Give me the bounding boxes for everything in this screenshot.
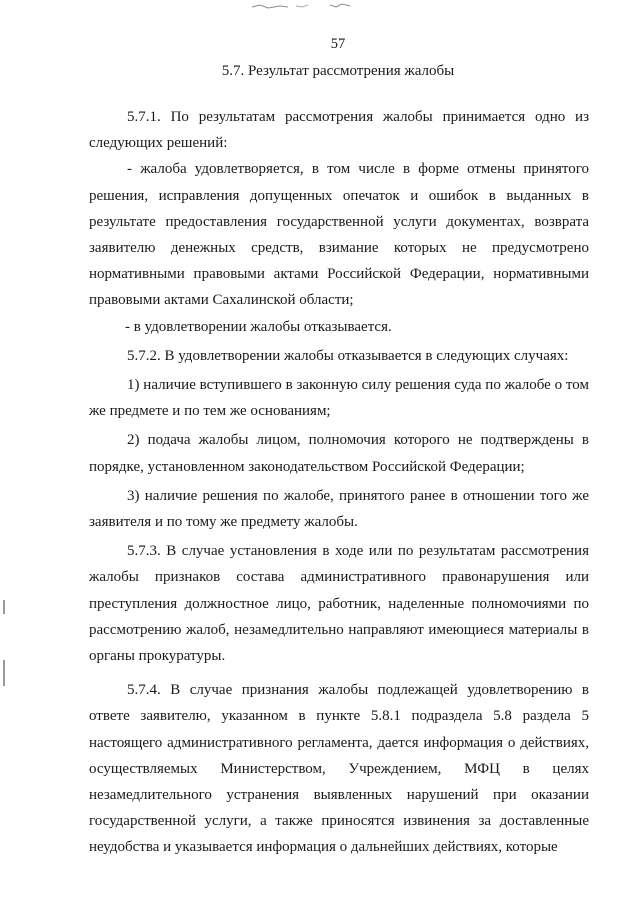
paragraph-5-7-1: 5.7.1. По результатам рассмотрения жалобы принимается одно из следующих решений: <box>89 109 589 152</box>
scan-margin-mark <box>3 660 5 686</box>
scan-margin-mark <box>3 600 5 614</box>
list-item-unconfirmed-authority: 2) подача жалобы лицом, полномочия которого не подтверждены в порядке, установленном законодательством Российской Федерации; <box>89 432 589 475</box>
list-item-prior-decision: 3) наличие решения по жалобе, принятого ранее в отношении того же заявителя и по тому же предмету жалобы. <box>89 487 589 531</box>
scan-artifact <box>250 2 360 10</box>
page-number: 57 <box>330 36 346 52</box>
section-title: 5.7. Результат рассмотрения жалобы <box>221 63 455 79</box>
paragraph-5-7-3: 5.7.3. В случае установления в ходе или по результатам рассмотрения жалобы признаков состава административного правонарушения или преступления должностное лицо, работник, наделенные полномочиями по рассмотрению жалоб, незамедлительно направляют имеющиеся материалы в органы прокуратуры. <box>89 543 589 665</box>
list-item-complaint-satisfied: - жалоба удовлетворяется, в том числе в форме отмены принятого решения, исправления допущенных опечаток и ошибок в выданных в результате предоставления государственной услуги документах, возврата заявителю денежных средств, взимание которых не предусмотрено нормативными правовыми актами Российской Федерации, нормативными правовыми актами Сахалинской области; <box>89 161 589 309</box>
paragraph-5-7-4: 5.7.4. В случае признания жалобы подлежащей удовлетворению в ответе заявителю, указанном в пункте 5.8.1 подраздела 5.8 раздела 5 настоящего административного регламента, дается информация о действиях, осуществляемых Министерством, Учреждением, МФЦ в целях незамедлительного устранения выявленных нарушений при оказании государственной услуги, а также приносятся извинения за доставленные неудобства и указывается информация о дальнейших действиях, которые <box>89 682 589 856</box>
document-body <box>89 104 589 861</box>
list-item-court-decision: 1) наличие вступившего в законную силу решения суда по жалобе о том же предмете и по тем же основаниям; <box>89 377 589 420</box>
paragraph-5-7-2: 5.7.2. В удовлетворении жалобы отказывается в следующих случаях: <box>127 347 569 364</box>
list-item-complaint-denied: - в удовлетворении жалобы отказывается. <box>125 318 392 335</box>
